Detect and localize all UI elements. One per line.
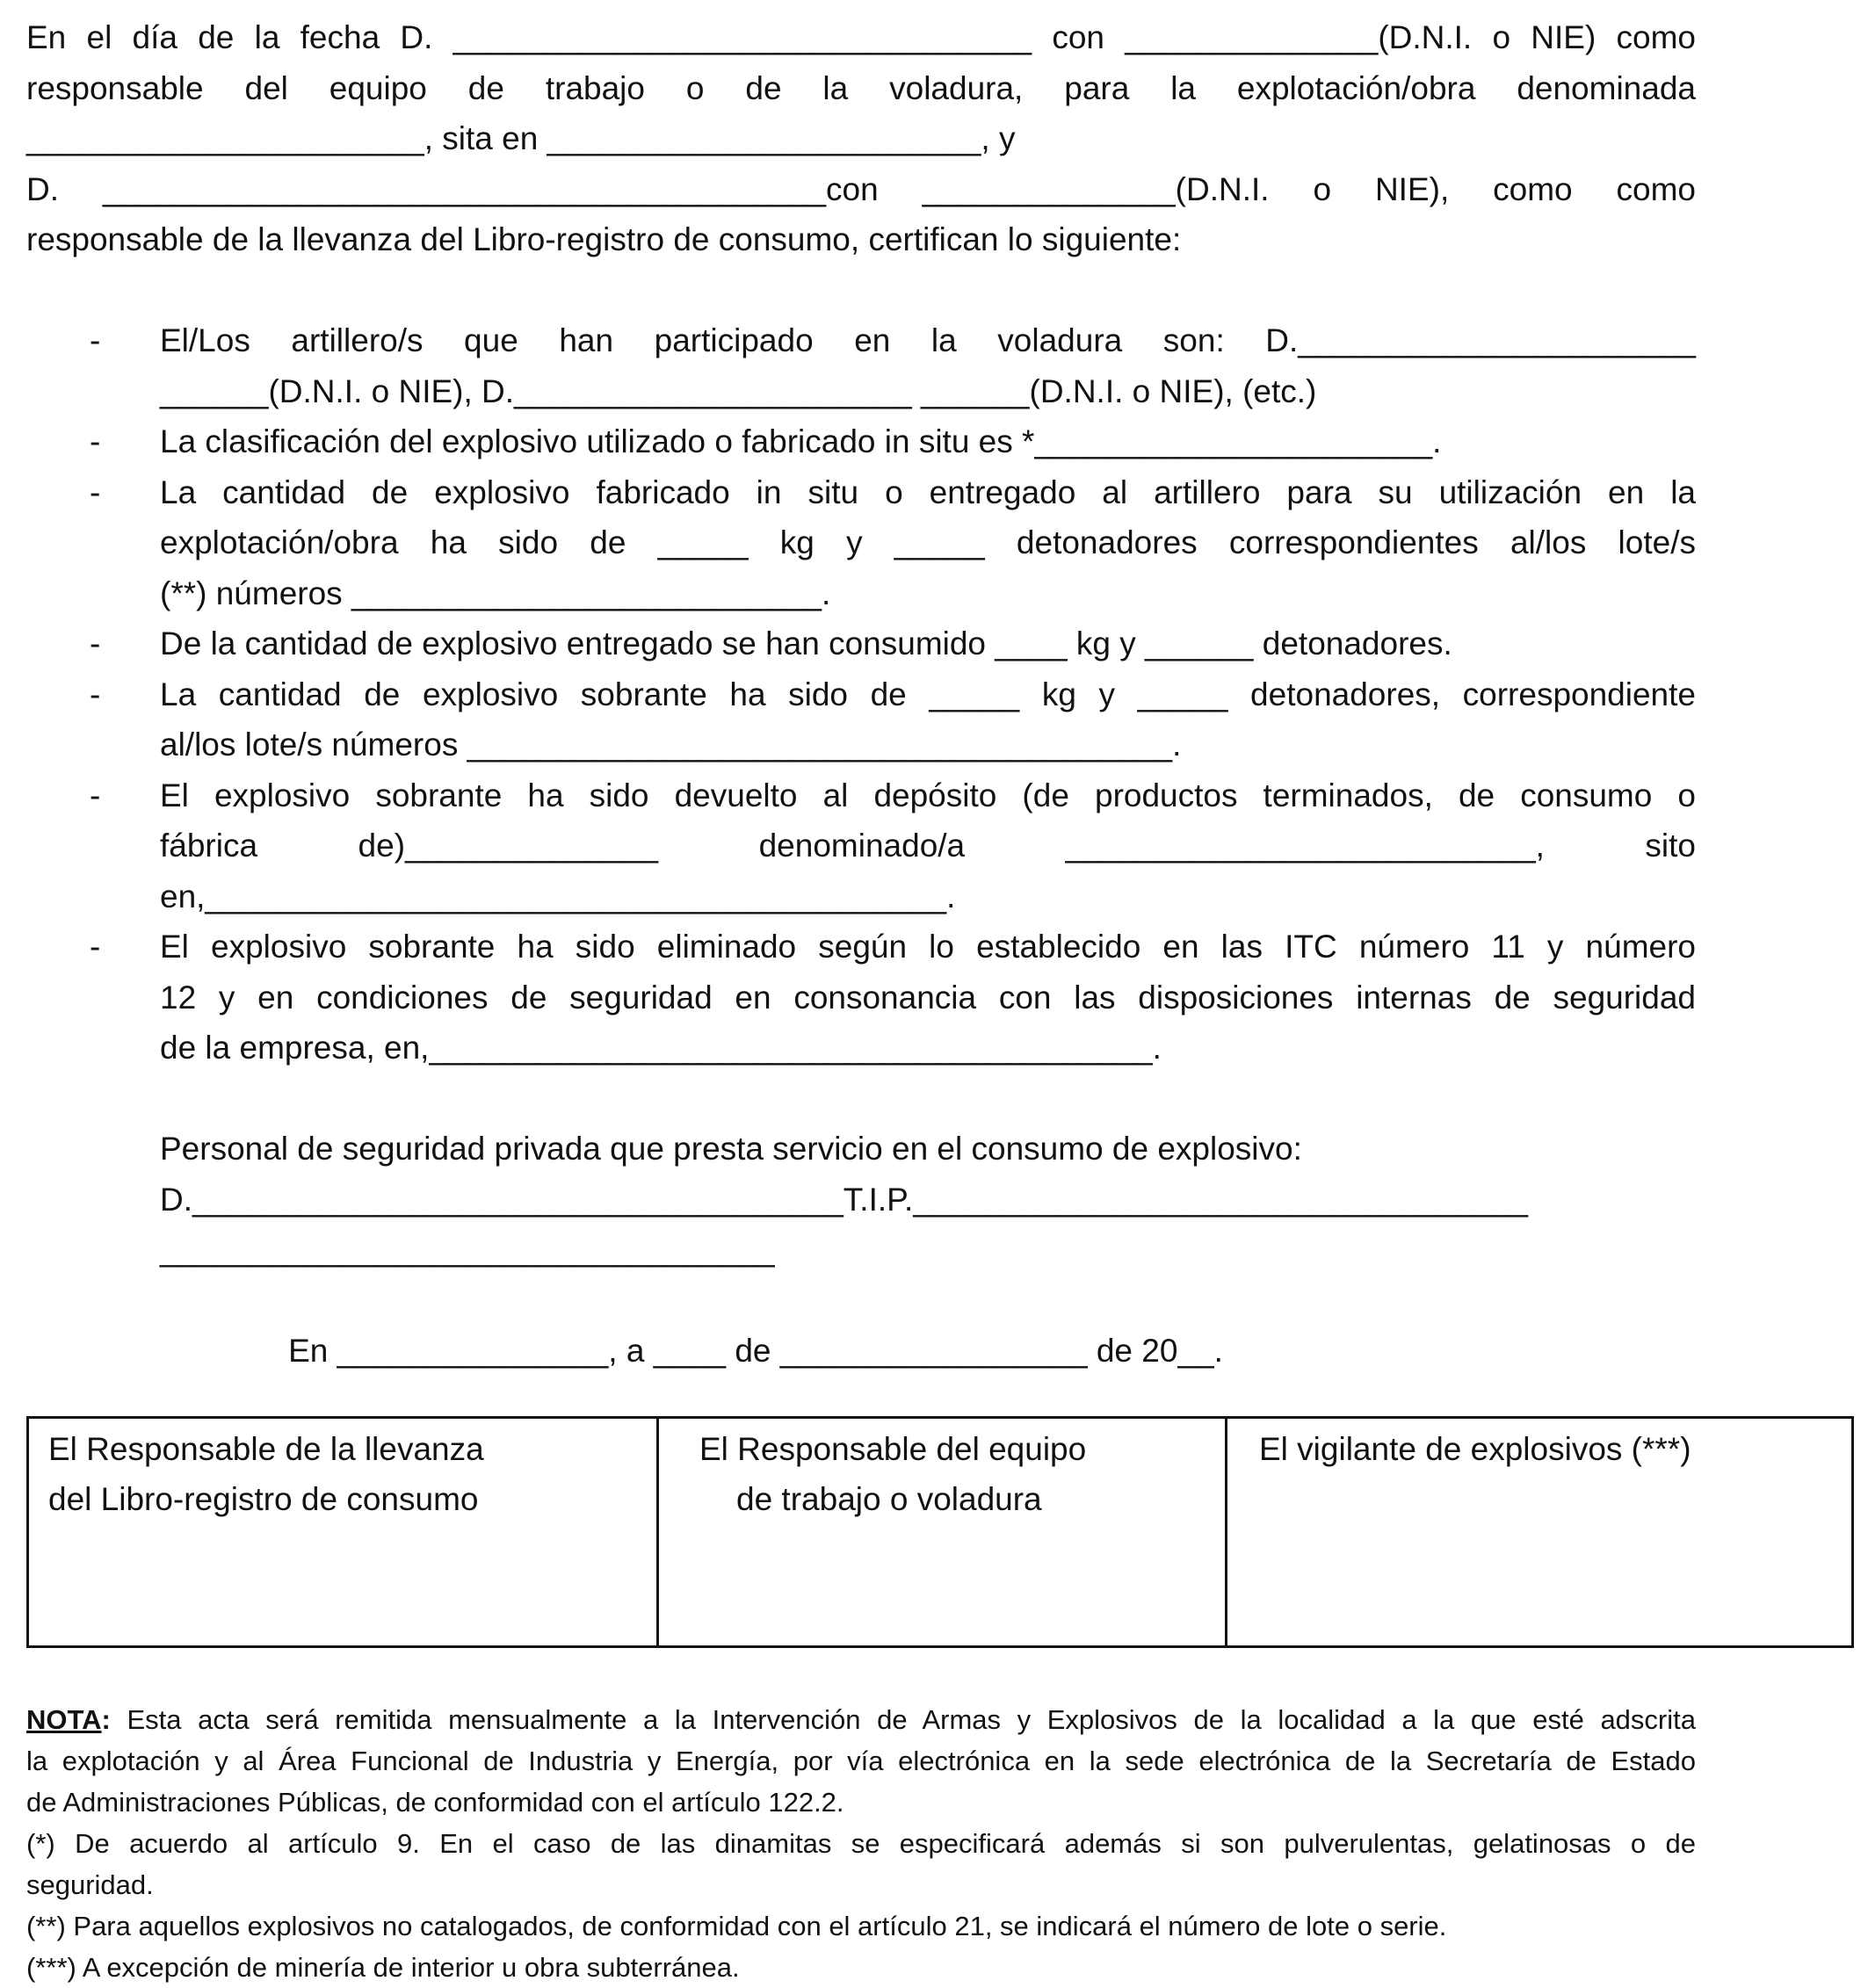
bullet-dash: - [90, 929, 101, 965]
signature-table [26, 1416, 1854, 1648]
spacer [26, 1276, 1696, 1327]
bullet-line: El explosivo sobrante ha sido devuelto al depósito (de productos terminados, de consumo o [160, 777, 1696, 813]
nota-label: NOTA [26, 1704, 102, 1735]
bullet-line: La cantidad de explosivo fabricado in situ o entregado al artillero para su utilización en la [160, 474, 1696, 510]
intro-line-2: responsable del equipo de trabajo o de la voladura, para la explotación/obra denominada [26, 69, 1696, 106]
footnote-star-1-line-1: (*) De acuerdo al artículo 9. En el caso de las dinamitas se especificará además si son pulverulentas, gelatinosas o de [26, 1828, 1696, 1859]
bullet-line: al/los lote/s números _______________________________________. [160, 727, 1182, 763]
intro-line-5: responsable de la llevanza del Libro-registro de consumo, certifican lo siguiente: [26, 221, 1182, 257]
bullet-item-devuelto [26, 770, 1696, 922]
bullet-dash: - [90, 625, 101, 661]
bullet-dash: - [90, 423, 101, 459]
bullet-line: fábrica de)______________ denominado/a __________________________, sito [160, 828, 1696, 864]
signature-cell-vigilante [1227, 1418, 1853, 1647]
bullet-dash: - [90, 676, 101, 712]
security-line-2: __________________________________ [160, 1232, 775, 1268]
bullet-dash: - [90, 322, 101, 358]
security-heading: Personal de seguridad privada que presta servicio en el consumo de explosivo: [160, 1131, 1302, 1167]
bullet-line: El explosivo sobrante ha sido eliminado según lo establecido en las ITC número 11 y número [160, 929, 1696, 965]
signature-label: El vigilante de explosivos (***) [1259, 1431, 1691, 1467]
spacer [26, 1074, 1696, 1124]
bullet-line: 12 y en condiciones de seguridad en consonancia con las disposiciones internas de seguridad [160, 979, 1696, 1016]
signature-cell-equipo [658, 1418, 1227, 1647]
bullet-line: El/Los artillero/s que han participado en la voladura son: D.______________________ [160, 322, 1696, 358]
intro-line-3: ______________________, sita en ________________________, y [26, 120, 1016, 156]
bullet-item-clasificacion [26, 416, 1696, 467]
bullet-line: (**) números __________________________. [160, 575, 831, 611]
date-line: En _______________, a ____ de _________________ de 20__. [288, 1333, 1223, 1369]
bullet-dash: - [90, 474, 101, 510]
signature-label: del Libro-registro de consumo [48, 1481, 479, 1517]
bullet-line: La cantidad de explosivo sobrante ha sido de _____ kg y _____ detonadores, correspondiente [160, 676, 1696, 712]
bullet-item-cantidad-entregada [26, 467, 1696, 619]
bullet-item-eliminado [26, 922, 1696, 1074]
footnote-star-2: (**) Para aquellos explosivos no catalogados, de conformidad con el artículo 21, se indicará el número de lote o serie. [26, 1911, 1447, 1941]
intro-line-4: D. ________________________________________con ______________(D.N.I. o NIE), como como [26, 170, 1696, 207]
nota-colon: : [101, 1704, 111, 1735]
bullet-item-sobrante [26, 669, 1696, 770]
bullet-item-consumido [26, 618, 1696, 669]
bullet-dash: - [90, 777, 101, 813]
bullet-line: de la empresa, en,________________________________________. [160, 1030, 1162, 1066]
signature-label: El Responsable del equipo [699, 1431, 1087, 1467]
bullet-line: ______(D.N.I. o NIE), D.______________________ ______(D.N.I. o NIE), (etc.) [160, 372, 1317, 409]
spacer [26, 265, 1696, 316]
nota-line-3: de Administraciones Públicas, de conformidad con el artículo 122.2. [26, 1787, 844, 1818]
bullet-line: De la cantidad de explosivo entregado se han consumido ____ kg y ______ detonadores. [160, 625, 1452, 661]
bullet-list [26, 315, 1696, 1074]
security-line-1: D.____________________________________T.I.P.__________________________________ [160, 1181, 1528, 1218]
bullet-item-artilleros [26, 315, 1696, 416]
signature-label: El Responsable de la llevanza [48, 1431, 484, 1467]
signature-label: de trabajo o voladura [736, 1481, 1042, 1517]
nota-line-1 [26, 1699, 1696, 1740]
document-body [26, 12, 1696, 1377]
bullet-line: La clasificación del explosivo utilizado o fabricado in situ es *______________________. [160, 423, 1442, 459]
footnote-star-1-line-2: seguridad. [26, 1869, 154, 1900]
intro-line-1: En el día de la fecha D. ________________________________ con ______________(D.N.I. o NIE) como [26, 19, 1696, 55]
footnotes [26, 1699, 1696, 1988]
nota-text: Esta acta será remitida mensualmente a la Intervención de Armas y Explosivos de la localidad a la que esté adscrita [127, 1704, 1696, 1735]
footnote-star-3: (***) A excepción de minería de interior u obra subterránea. [26, 1952, 740, 1983]
nota-line-2: la explotación y al Área Funcional de Industria y Energía, por vía electrónica en la sede electrónica de la Secretaría de Estado [26, 1746, 1696, 1776]
signature-cell-llevanza [28, 1418, 658, 1647]
bullet-line: en,_________________________________________. [160, 878, 956, 914]
security-section [26, 1124, 1696, 1276]
bullet-line: explotación/obra ha sido de _____ kg y _____ detonadores correspondientes al/los lote/s [160, 524, 1696, 560]
